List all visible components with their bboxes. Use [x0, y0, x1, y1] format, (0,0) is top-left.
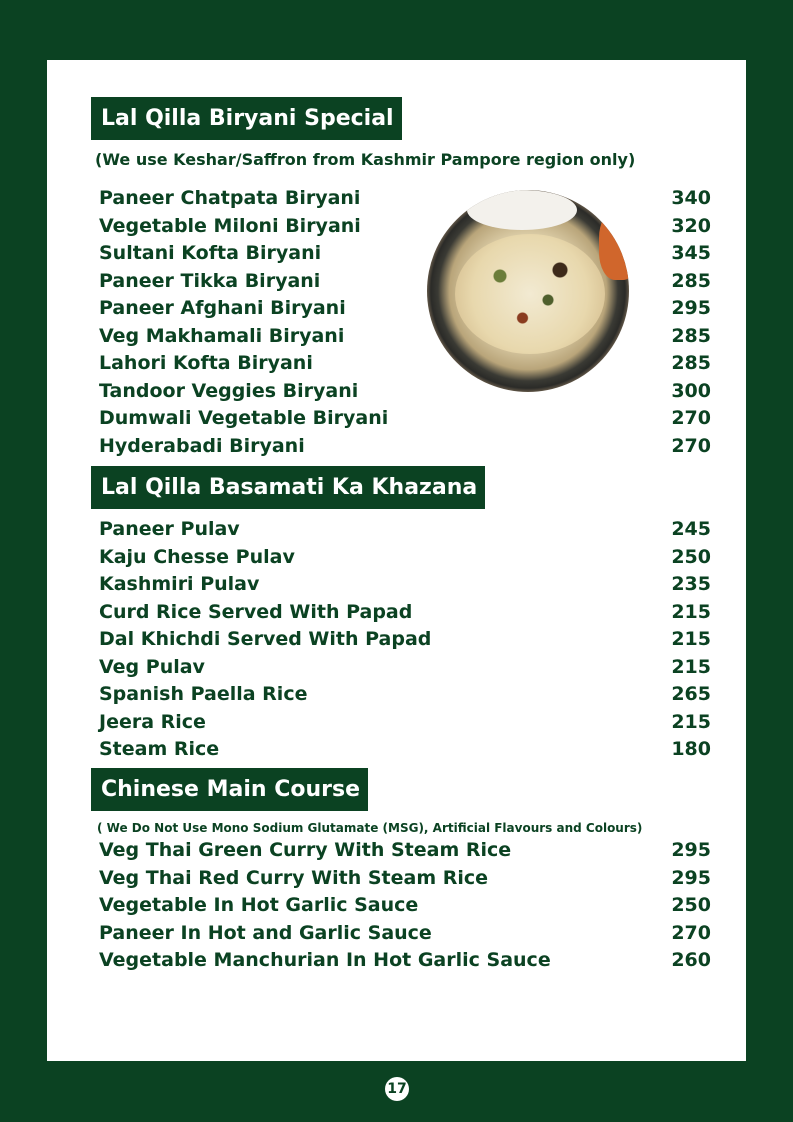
- menu-item-name: Paneer Afghani Biryani: [99, 297, 346, 319]
- basmati-list: [99, 516, 711, 764]
- menu-item-price: 295: [671, 839, 711, 861]
- menu-item-name: Veg Pulav: [99, 655, 205, 678]
- menu-item-price: 320: [671, 214, 711, 237]
- menu-item-row: [99, 654, 711, 682]
- menu-item-name: Paneer Pulav: [99, 518, 240, 540]
- menu-item-name: Kaju Chesse Pulav: [99, 545, 295, 568]
- menu-item-name: Sultani Kofta Biryani: [99, 242, 322, 264]
- menu-item-name: Veg Thai Red Curry With Steam Rice: [99, 866, 489, 889]
- menu-item-name: Veg Makhamali Biryani: [99, 324, 345, 347]
- menu-item-row: [99, 268, 711, 296]
- section-header-chinese: Chinese Main Course: [91, 768, 368, 811]
- menu-item-price: 285: [671, 324, 711, 347]
- menu-item-row: [99, 709, 711, 737]
- menu-item-name: Lahori Kofta Biryani: [99, 352, 313, 374]
- menu-item-row: [99, 626, 711, 654]
- page-number: 17: [385, 1077, 409, 1101]
- menu-item-name: Spanish Paella Rice: [99, 683, 308, 705]
- menu-item-name: Vegetable Manchurian In Hot Garlic Sauce: [99, 949, 551, 971]
- menu-item-price: 345: [671, 242, 711, 264]
- menu-item-price: 250: [671, 894, 711, 916]
- menu-item-price: 215: [671, 710, 711, 733]
- menu-item-row: [99, 516, 711, 544]
- menu-item-name: Vegetable In Hot Garlic Sauce: [99, 894, 419, 916]
- menu-item-row: [99, 947, 711, 975]
- msg-note: ( We Do Not Use Mono Sodium Glutamate (MSG), Artificial Flavours and Colours): [97, 821, 643, 835]
- menu-item-row: [99, 544, 711, 572]
- menu-item-row: [99, 185, 711, 213]
- menu-item-row: [99, 736, 711, 764]
- menu-item-price: 180: [671, 738, 711, 760]
- menu-item-row: [99, 920, 711, 948]
- menu-item-price: 215: [671, 600, 711, 623]
- menu-item-row: [99, 433, 711, 461]
- menu-item-row: [99, 378, 711, 406]
- menu-item-row: [99, 213, 711, 241]
- menu-item-price: 270: [671, 921, 711, 944]
- chinese-list: [99, 837, 711, 975]
- section-header-basmati: Lal Qilla Basamati Ka Khazana: [91, 466, 485, 509]
- menu-item-name: Curd Rice Served With Papad: [99, 600, 413, 623]
- menu-item-price: 265: [671, 683, 711, 705]
- menu-item-price: 215: [671, 655, 711, 678]
- menu-item-price: 270: [671, 407, 711, 429]
- menu-item-price: 300: [671, 379, 711, 402]
- menu-item-row: [99, 837, 711, 865]
- menu-item-name: Paneer In Hot and Garlic Sauce: [99, 921, 432, 944]
- menu-item-name: Jeera Rice: [99, 710, 206, 733]
- menu-item-price: 285: [671, 269, 711, 292]
- menu-item-name: Dumwali Vegetable Biryani: [99, 407, 389, 429]
- menu-item-price: 295: [671, 297, 711, 319]
- menu-item-name: Hyderabadi Biryani: [99, 434, 305, 457]
- menu-item-row: [99, 892, 711, 920]
- menu-item-name: Veg Thai Green Curry With Steam Rice: [99, 839, 512, 861]
- menu-item-name: Paneer Chatpata Biryani: [99, 187, 361, 209]
- menu-item-row: [99, 865, 711, 893]
- menu-item-name: Kashmiri Pulav: [99, 573, 260, 595]
- menu-item-row: [99, 681, 711, 709]
- saffron-note: (We use Keshar/Saffron from Kashmir Pampore region only): [95, 150, 636, 169]
- menu-item-row: [99, 599, 711, 627]
- menu-item-name: Vegetable Miloni Biryani: [99, 214, 361, 237]
- biryani-list: [99, 185, 711, 460]
- menu-item-row: [99, 350, 711, 378]
- menu-item-row: [99, 323, 711, 351]
- menu-item-price: 340: [671, 187, 711, 209]
- menu-item-price: 250: [671, 545, 711, 568]
- menu-item-name: Tandoor Veggies Biryani: [99, 379, 359, 402]
- menu-item-price: 295: [671, 866, 711, 889]
- menu-item-price: 215: [671, 628, 711, 650]
- menu-item-name: Paneer Tikka Biryani: [99, 269, 321, 292]
- menu-item-row: [99, 405, 711, 433]
- menu-page: [47, 60, 746, 1061]
- menu-item-row: [99, 295, 711, 323]
- menu-item-row: [99, 571, 711, 599]
- menu-item-price: 285: [671, 352, 711, 374]
- section-header-biryani: Lal Qilla Biryani Special: [91, 97, 402, 140]
- menu-item-price: 260: [671, 949, 711, 971]
- menu-item-price: 245: [671, 518, 711, 540]
- menu-item-name: Dal Khichdi Served With Papad: [99, 628, 432, 650]
- menu-item-row: [99, 240, 711, 268]
- menu-item-price: 235: [671, 573, 711, 595]
- menu-item-price: 270: [671, 434, 711, 457]
- menu-item-name: Steam Rice: [99, 738, 220, 760]
